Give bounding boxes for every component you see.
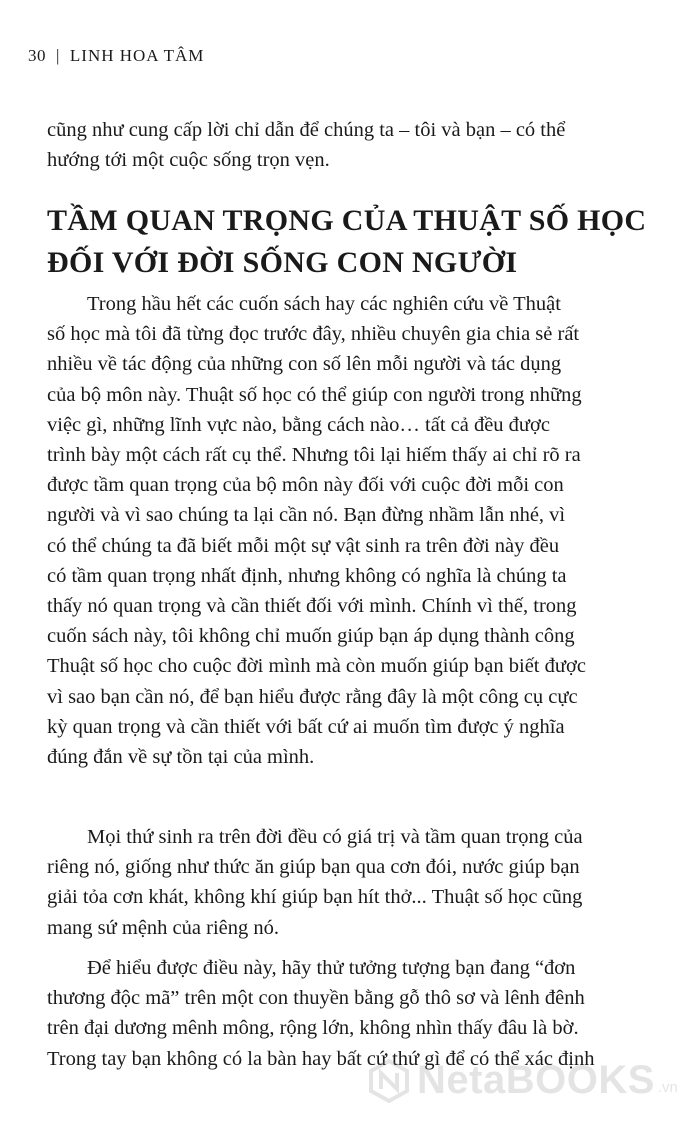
text-line: có thể chúng ta đã biết mỗi một sự vật sinh ra trên đời này đều xyxy=(47,534,560,557)
text-line: mang sứ mệnh của riêng nó. xyxy=(47,916,279,939)
paragraph-2 xyxy=(47,822,659,943)
paragraph-3 xyxy=(47,953,659,1074)
text-line: giải tỏa cơn khát, không khí giúp bạn hít thở... Thuật số học cũng xyxy=(47,886,583,909)
heading-line: ĐỐI VỚI ĐỜI SỐNG CON NGƯỜI xyxy=(47,246,518,279)
header-separator: | xyxy=(56,46,60,65)
paragraph-1 xyxy=(47,289,659,772)
text-line: Thuật số học cho cuộc đời mình mà còn muốn giúp bạn biết được xyxy=(47,655,586,678)
watermark-text: NetaBOOKS xyxy=(417,1058,655,1102)
heading-line: TẦM QUAN TRỌNG CỦA THUẬT SỐ HỌC xyxy=(47,204,647,237)
page-number: 30 xyxy=(28,46,46,65)
watermark xyxy=(367,1058,678,1103)
text-line: Trong hầu hết các cuốn sách hay các nghiên cứu về Thuật xyxy=(87,293,561,315)
text-line: thấy nó quan trọng và cần thiết đối với mình. Chính vì thế, trong xyxy=(47,595,577,618)
text-line: việc gì, những lĩnh vực nào, bằng cách nào… tất cả đều được xyxy=(47,413,550,436)
text-line: Trong tay bạn không có la bàn hay bất cứ thứ gì để có thể xác định xyxy=(47,1047,595,1070)
text-line: hướng tới một cuộc sống trọn vẹn. xyxy=(47,149,330,172)
text-line: nhiều về tác động của những con số lên mỗi người và tác dụng xyxy=(47,353,562,376)
text-line: của bộ môn này. Thuật số học có thể giúp con người trong những xyxy=(47,383,582,406)
netabooks-logo-icon xyxy=(367,1059,411,1103)
watermark-suffix: .vn xyxy=(657,1079,678,1096)
text-line: cũng như cung cấp lời chỉ dẫn để chúng ta – tôi và bạn – có thể xyxy=(47,119,566,141)
section-heading xyxy=(47,200,667,284)
text-line: cuốn sách này, tôi không chỉ muốn giúp bạn áp dụng thành công xyxy=(47,625,575,648)
text-line: có tầm quan trọng nhất định, nhưng không có nghĩa là chúng ta xyxy=(47,564,567,587)
text-line: trên đại dương mênh mông, rộng lớn, không nhìn thấy đâu là bờ. xyxy=(47,1017,579,1040)
text-line: vì sao bạn cần nó, để bạn hiểu được rằng đây là một công cụ cực xyxy=(47,685,578,708)
text-line: kỳ quan trọng và cần thiết với bất cứ ai muốn tìm được ý nghĩa xyxy=(47,715,565,738)
text-line: riêng nó, giống như thức ăn giúp bạn qua cơn đói, nước giúp bạn xyxy=(47,856,580,879)
text-line: đúng đắn về sự tồn tại của mình. xyxy=(47,746,315,769)
text-line: trình bày một cách rất cụ thể. Nhưng tôi lại hiếm thấy ai chỉ rõ ra xyxy=(47,444,581,467)
book-title: LINH HOA TÂM xyxy=(69,46,205,65)
text-line: thương độc mã” trên một con thuyền bằng gỗ thô sơ và lênh đênh xyxy=(47,987,585,1010)
intro-text xyxy=(47,115,659,175)
text-line: số học mà tôi đã từng đọc trước đây, nhiều chuyên gia chia sẻ rất xyxy=(47,323,580,346)
text-line: người và vì sao chúng ta lại cần nó. Bạn đừng nhầm lẫn nhé, vì xyxy=(47,504,566,527)
text-line: Để hiểu được điều này, hãy thử tưởng tượng bạn đang “đơn xyxy=(87,957,576,979)
text-line: được tầm quan trọng của bộ môn này đối với cuộc đời mỗi con xyxy=(47,474,564,497)
running-header xyxy=(28,46,204,66)
text-line: Mọi thứ sinh ra trên đời đều có giá trị và tầm quan trọng của xyxy=(87,826,583,848)
